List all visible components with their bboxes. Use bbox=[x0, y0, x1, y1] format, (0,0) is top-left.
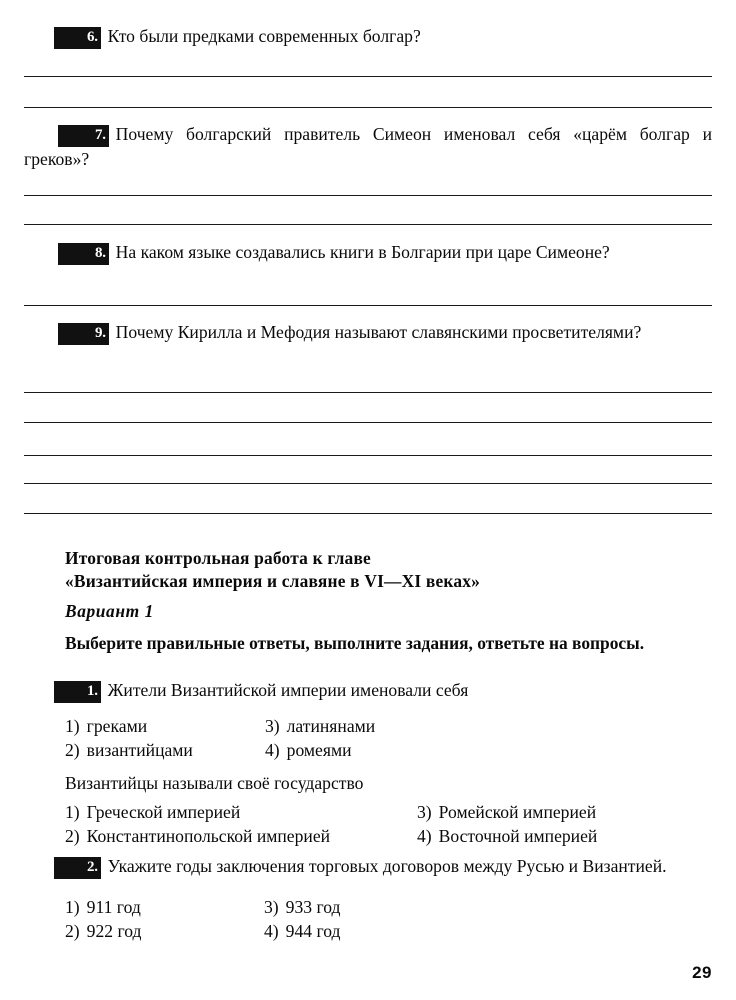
option-label: Ромейской империей bbox=[438, 802, 597, 822]
option-row bbox=[65, 800, 712, 824]
question-number-badge-6: 6. bbox=[54, 27, 101, 49]
option-number: 1) bbox=[65, 716, 80, 736]
option-number: 1) bbox=[65, 897, 80, 917]
suboption-2[interactable] bbox=[65, 824, 417, 848]
task-number-badge-2: 2. bbox=[54, 857, 101, 879]
option-label: Греческой империей bbox=[86, 802, 241, 822]
option-label: 922 год bbox=[86, 921, 142, 941]
answer-rule bbox=[24, 305, 712, 306]
option-number: 2) bbox=[65, 826, 80, 846]
test-heading-line-1: Итоговая контрольная работа к главе bbox=[65, 548, 371, 568]
task-2-options bbox=[65, 895, 340, 943]
option-label: Константинопольской империей bbox=[86, 826, 331, 846]
option-number: 3) bbox=[265, 716, 280, 736]
page-number: 29 bbox=[692, 963, 712, 982]
answer-rule bbox=[24, 455, 712, 456]
option-row bbox=[65, 919, 340, 943]
option-3[interactable] bbox=[264, 895, 340, 919]
question-6-text: Кто были предками современных болгар? bbox=[107, 26, 421, 46]
question-6 bbox=[24, 24, 712, 49]
option-number: 2) bbox=[65, 740, 80, 760]
question-7 bbox=[24, 122, 712, 172]
task-2 bbox=[24, 854, 712, 879]
option-label: латинянами bbox=[286, 716, 376, 736]
option-number: 4) bbox=[417, 826, 432, 846]
option-number: 2) bbox=[65, 921, 80, 941]
answer-rule bbox=[24, 224, 712, 225]
suboption-3[interactable] bbox=[417, 800, 596, 824]
task-1-prompt: Жители Византийской империи именовали себя bbox=[107, 680, 469, 700]
task-1-options bbox=[65, 714, 375, 762]
option-2[interactable] bbox=[65, 919, 264, 943]
option-row bbox=[65, 895, 340, 919]
question-number-badge-8: 8. bbox=[58, 243, 109, 265]
option-1[interactable] bbox=[65, 895, 264, 919]
answer-rule bbox=[24, 422, 712, 423]
task-1 bbox=[24, 678, 712, 703]
answer-rule bbox=[24, 107, 712, 108]
task-1-subprompt: Византийцы называли своё государство bbox=[65, 773, 364, 793]
option-label: византийцами bbox=[86, 740, 193, 760]
question-number-badge-7: 7. bbox=[58, 125, 109, 147]
task-1-subprompt-block bbox=[65, 771, 712, 796]
task-1-suboptions bbox=[65, 800, 712, 848]
option-4[interactable] bbox=[265, 738, 352, 762]
suboption-1[interactable] bbox=[65, 800, 417, 824]
test-instruction: Выберите правильные ответы, выполните задания, ответьте на вопросы. bbox=[65, 633, 645, 653]
option-row bbox=[65, 714, 375, 738]
question-number-badge-9: 9. bbox=[58, 323, 109, 345]
option-number: 4) bbox=[264, 921, 279, 941]
question-8-text: На каком языке создавались книги в Болгарии при царе Симеоне? bbox=[115, 242, 610, 262]
task-2-prompt: Укажите годы заключения торговых договоров между Русью и Византией. bbox=[107, 856, 667, 876]
question-9 bbox=[24, 320, 712, 345]
answer-rule bbox=[24, 513, 712, 514]
option-number: 1) bbox=[65, 802, 80, 822]
option-number: 4) bbox=[265, 740, 280, 760]
option-1[interactable] bbox=[65, 714, 265, 738]
answer-rule bbox=[24, 195, 712, 196]
option-label: греками bbox=[86, 716, 148, 736]
option-2[interactable] bbox=[65, 738, 265, 762]
suboption-4[interactable] bbox=[417, 824, 597, 848]
question-8 bbox=[24, 240, 712, 265]
question-7-text: Почему болгарский правитель Симеон именовал себя «царём болгар и греков»? bbox=[24, 124, 712, 169]
task-number-badge-1: 1. bbox=[54, 681, 101, 703]
option-label: Восточной империей bbox=[438, 826, 598, 846]
option-label: 911 год bbox=[86, 897, 141, 917]
option-number: 3) bbox=[264, 897, 279, 917]
answer-rule bbox=[24, 76, 712, 77]
answer-rule bbox=[24, 392, 712, 393]
option-number: 3) bbox=[417, 802, 432, 822]
option-row bbox=[65, 824, 712, 848]
question-9-text: Почему Кирилла и Мефодия называют славянскими просветителями? bbox=[115, 322, 642, 342]
option-3[interactable] bbox=[265, 714, 375, 738]
option-label: ромеями bbox=[286, 740, 352, 760]
option-row bbox=[65, 738, 375, 762]
option-label: 933 год bbox=[285, 897, 341, 917]
answer-rule bbox=[24, 483, 712, 484]
variant-label: Вариант 1 bbox=[65, 601, 154, 621]
option-label: 944 год bbox=[285, 921, 341, 941]
option-4[interactable] bbox=[264, 919, 340, 943]
test-heading-line-2: «Византийская империя и славяне в VI—XI веках» bbox=[65, 571, 481, 591]
